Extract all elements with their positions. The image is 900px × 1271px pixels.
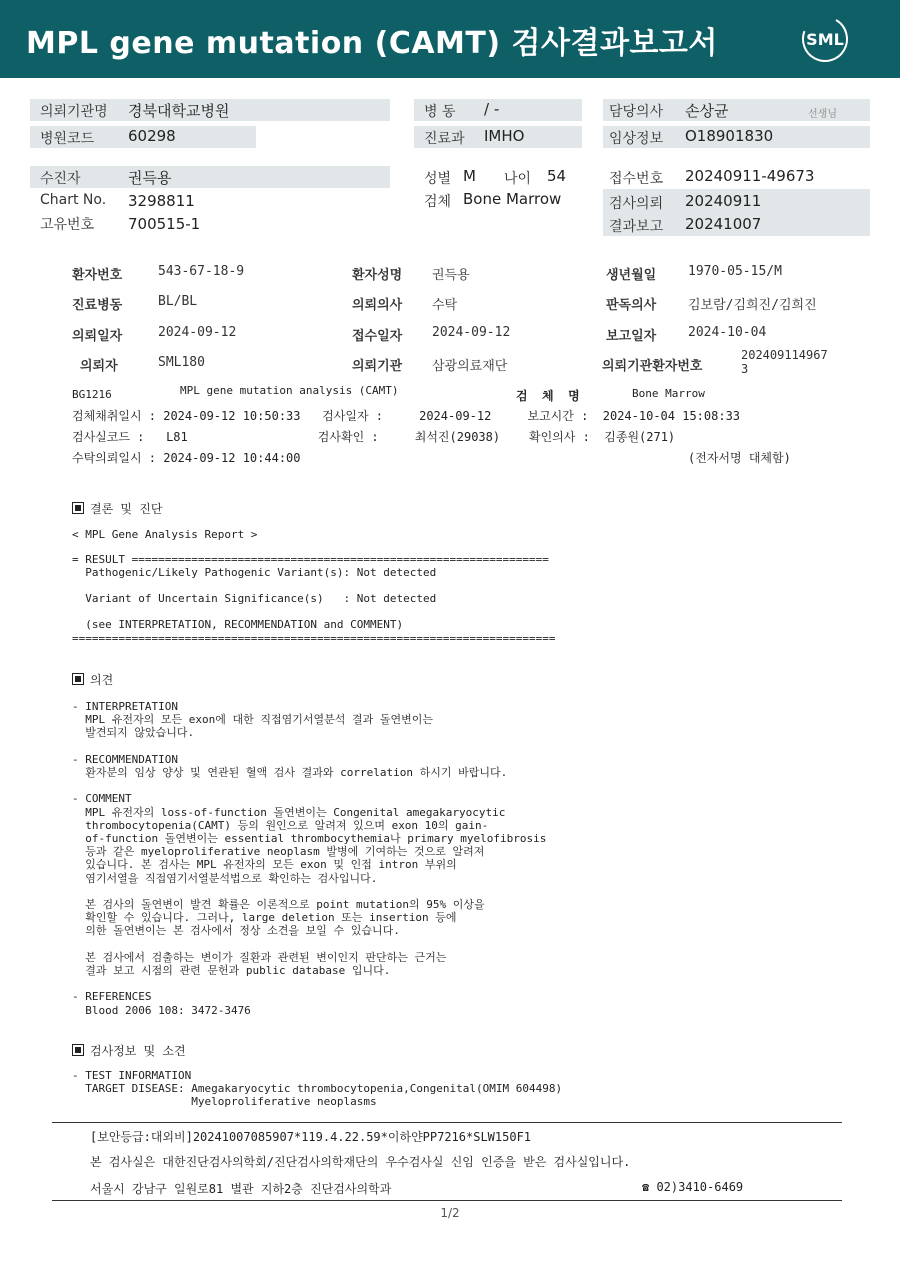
test-meta-line2: 검사실코드 : L81 검사확인 : 최석진(29038) 확인의사 : 김종원(271) [72,430,676,444]
test-name: MPL gene mutation analysis (CAMT) [180,384,399,397]
sex-label: 성별 [424,171,452,187]
section-box-icon [72,502,84,514]
section-box-icon [72,673,84,685]
esign-note: (전자서명 대체함) [688,451,791,465]
patient-value: 권득용 [128,169,172,187]
section-box-icon [72,1044,84,1056]
result-block: = RESULT =============================================================== Pathogenic/Likely Pathogenic Variant(s): Not detected Variant of Uncertain Significance(s) : Not detected (see INTERPRETATION, RECOMMENDATION and COMMENT) ========================================================================= [72,553,556,645]
receipt-no-value: 20240911-49673 [685,167,815,185]
request-date-value: 2024-09-12 [158,325,237,340]
phone-line: ☎ 02)3410-6469 [642,1180,744,1194]
test-code: BG1216 [72,388,112,401]
hospital-code-label: 병원코드 [40,131,95,147]
chart-no-value: 3298811 [128,192,195,210]
specimen-label: 검체 [424,194,452,210]
institution-label: 의뢰기관명 [40,104,108,120]
requester-value: SML180 [158,355,205,370]
specimen-name-label: 검 체 명 [516,389,580,403]
patient-name-value: 권득용 [432,268,470,283]
scan-ward-label: 진료병동 [72,298,123,313]
receipt-date-label: 접수일자 [352,329,403,344]
patient-no-value: 543-67-18-9 [158,264,245,279]
patient-name-label: 환자성명 [352,268,403,283]
conclusion-heading: 결론 및 진단 [72,500,162,517]
specimen-name-value: Bone Marrow [632,387,705,400]
test-request-label: 검사의뢰 [609,196,664,212]
sml-logo-icon [800,14,850,64]
doctor-label: 담당의사 [609,104,664,120]
sex-value: M [463,167,476,185]
request-date-label: 의뢰일자 [72,329,123,344]
test-meta-line3: 수탁의뢰일시 : 2024-09-12 10:44:00 [72,451,301,465]
department-label: 진료과 [424,131,465,147]
institution-value: 경북대학교병원 [128,102,230,120]
opinion-block: - INTERPRETATION MPL 유전자의 모든 exon에 대한 직접염기서열분석 결과 돌연변이는 발견되지 않았습니다. - RECOMMENDATION 환자분의 임상 양상 및 연관된 혈액 검사 결과와 correlation 하시기 바랍니다. - COMMENT MPL 유전자의 loss-of-function 돌연변이는 Congenital amegakaryocytic thrombocytopenia(CAMT) 등의 원인으로 알려져 있으며 exon 10의 gain- of-function 돌연변이는 essential thrombocythemia나 primary myelofibrosis 등과 같은 myeloproliferative neoplasm 발병에 기여하는 것으로 알려져 있습니다. 본 검사는 MPL 유전자의 모든 exon 및 인접 intron 부위의 염기서열을 직접염기서열분석법으로 확인하는 검사입니다. 본 검사의 돌연변이 발견 확률은 이론적으로 point mutation의 95% 이상을 확인할 수 있습니다. 그러나, large deletion 또는 insertion 등에 의한 돌연변이는 본 검사에서 정상 소견을 보일 수 있습니다. 본 검사에서 검출하는 변이가 질환과 관련된 변이인지 판단하는 근거는 결과 보고 시점의 관련 문헌과 public database 입니다. - REFERENCES Blood 2006 108: 3472-3476 [72,700,547,1017]
address-line: 서울시 강남구 일원로81 별관 지하2층 진단검사의학과 [90,1182,392,1196]
certification-line: 본 검사실은 대한진단검사의학회/진단검사의학재단의 우수검사실 신임 인증을 받은 검사실입니다. [90,1155,631,1169]
specimen-value: Bone Marrow [463,190,562,208]
clinical-info-value: O18901830 [685,127,774,145]
patient-label: 수진자 [40,171,81,187]
age-value: 54 [547,167,567,185]
inst-patient-no-value-1: 202409114967 [741,348,828,362]
department-value: IMHO [484,127,525,145]
ward-label: 병 동 [424,104,456,120]
req-institution-label: 의뢰기관 [352,359,403,374]
chart-no-label: Chart No. [40,192,107,208]
receipt-no-label: 접수번호 [609,171,664,187]
report-title: MPL gene mutation (CAMT) 검사결과보고서 [26,26,718,61]
birth-value: 1970-05-15/M [688,264,782,279]
svg-text:SML: SML [806,30,844,49]
unique-no-label: 고유번호 [40,217,95,233]
reading-doctor-label: 판독의사 [606,298,657,313]
footer-bottom-rule [52,1200,842,1201]
testinfo-block: - TEST INFORMATION TARGET DISEASE: Amegakaryocytic thrombocytopenia,Congenital(OMIM 604498) Myeloproliferative neoplasms [72,1069,563,1109]
birth-label: 생년월일 [606,268,657,283]
result-report-label: 결과보고 [609,219,664,235]
age-label: 나이 [504,171,532,187]
footer-top-rule [52,1122,842,1123]
doctor-value: 손상균 [685,102,729,120]
reading-doctor-value: 김보람/김희진/김희진 [688,298,817,313]
ward-value: / - [484,100,500,118]
report-title-line: < MPL Gene Analysis Report > [72,528,258,541]
clinical-info-label: 임상정보 [609,131,664,147]
doctor-suffix: 선생님 [808,109,837,120]
req-institution-value: 삼광의료재단 [432,359,508,374]
report-date-value: 2024-10-04 [688,325,767,340]
req-doctor-label: 의뢰의사 [352,298,403,313]
opinion-heading: 의견 [72,671,113,688]
test-request-value: 20240911 [685,192,762,210]
patient-bar [30,166,390,188]
security-line: [보안등급:대외비]20241007085907*119.4.22.59*이하얀PP7216*SLW150F1 [90,1130,532,1144]
test-meta-line1: 검체채취일시 : 2024-09-12 10:50:33 검사일자 : 2024-09-12 보고시간 : 2024-10-04 15:08:33 [72,409,741,423]
page-number: 1/2 [440,1206,460,1220]
hospital-code-value: 60298 [128,127,176,145]
testinfo-heading: 검사정보 및 소견 [72,1042,186,1059]
inst-patient-no-label: 의뢰기관환자번호 [602,359,703,374]
req-doctor-value: 수탁 [432,298,458,313]
unique-no-value: 700515-1 [128,215,201,233]
receipt-date-value: 2024-09-12 [432,325,511,340]
result-report-value: 20241007 [685,215,762,233]
patient-no-label: 환자번호 [72,268,123,283]
scan-ward-value: BL/BL [158,294,198,309]
report-date-label: 보고일자 [606,329,657,344]
inst-patient-no-value-2: 3 [741,362,749,376]
report-header [0,0,900,78]
requester-label: 의뢰자 [80,359,118,374]
